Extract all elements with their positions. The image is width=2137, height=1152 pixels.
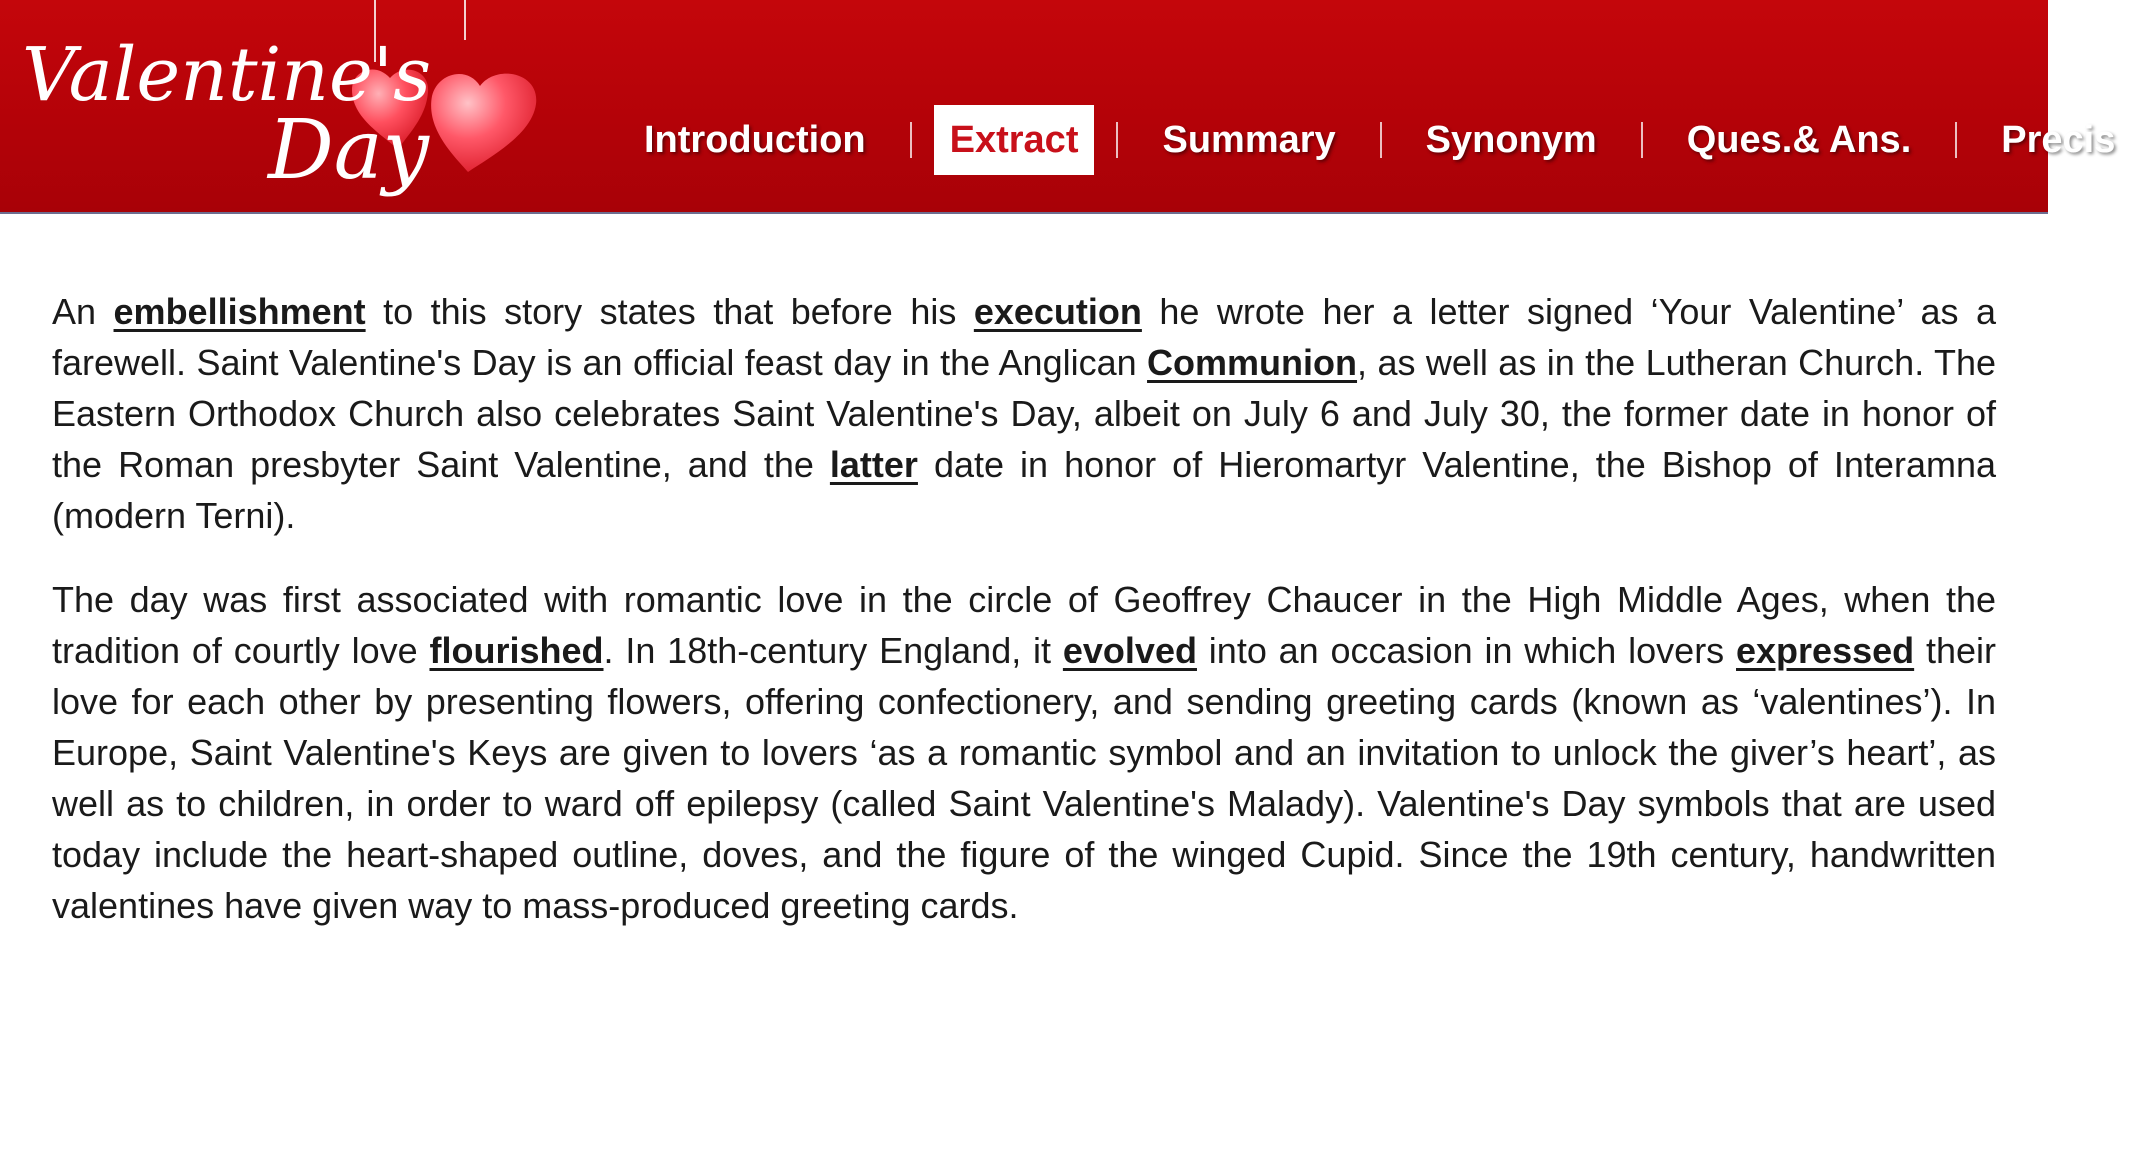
valentines-day-logo	[0, 0, 560, 212]
tab-extract[interactable]: Extract	[934, 105, 1095, 175]
header-banner	[0, 0, 2116, 214]
keyword-execution: execution	[973, 291, 1142, 332]
extract-content	[52, 286, 1996, 964]
logo-title-line1: Valentine's	[22, 32, 432, 118]
tab-ques-ans[interactable]: Ques.& Ans.	[1686, 119, 1912, 161]
paragraph-1	[52, 286, 1996, 541]
nav-divider	[910, 122, 912, 158]
tab-precis[interactable]: Precis	[2001, 119, 2116, 161]
keyword-latter: latter	[829, 444, 918, 485]
keyword-embellishment: embellishment	[113, 291, 366, 332]
tab-summary[interactable]: Summary	[1162, 119, 1336, 161]
nav-divider	[1116, 122, 1118, 158]
text-segment: to this story states that before his	[365, 291, 974, 332]
top-navigation	[622, 104, 2137, 176]
tab-introduction[interactable]: Introduction	[644, 119, 866, 161]
keyword-expressed: expressed	[1736, 630, 1915, 671]
nav-divider	[1641, 122, 1643, 158]
text-segment: he wrote her a letter signed ‘Your Valentine’ as a farewell. Saint Valentine's Day is an official feast day in the Anglican	[52, 291, 1996, 383]
text-segment: . In 18th-century England, it	[603, 630, 1063, 671]
text-segment: their love for each other by presenting flowers, offering confectionery, and sending greeting cards (known as ‘valentines’). In Europe, Saint Valentine's Keys are given to lovers ‘as a romantic symbol and an invitation to unlock the giver’s heart’, as well as to children, in order to ward off epilepsy (called Saint Valentine's Malady). Valentine's Day symbols that are used today include the heart-shaped outline, doves, and the figure of the winged Cupid. Since the 19th century, handwritten valentines have given way to mass-produced greeting cards.	[52, 630, 1996, 926]
text-segment: An	[52, 291, 114, 332]
text-segment: The day was first associated with romantic love in the circle of Geoffrey Chaucer in the High Middle Ages, when the tradition of courtly love	[52, 579, 1996, 671]
keyword-communion: Communion	[1147, 342, 1358, 383]
nav-divider	[1955, 122, 1957, 158]
text-segment: date in honor of Hieromartyr Valentine, the Bishop of Interamna (modern Terni).	[52, 444, 1996, 536]
keyword-evolved: evolved	[1062, 630, 1197, 671]
text-segment: into an occasion in which lovers	[1196, 630, 1737, 671]
heart-icon	[431, 74, 536, 172]
keyword-flourished: flourished	[429, 630, 604, 671]
text-segment: , as well as in the Lutheran Church. The Eastern Orthodox Church also celebrates Saint Valentine's Day, albeit on July 6 and July 30, the former date in honor of the Roman presbyter Saint Valentine, and the	[52, 342, 1996, 485]
paragraph-2	[52, 574, 1996, 931]
nav-divider	[1380, 122, 1382, 158]
tab-synonym[interactable]: Synonym	[1425, 119, 1597, 161]
logo-title-line2: Day	[268, 103, 429, 198]
